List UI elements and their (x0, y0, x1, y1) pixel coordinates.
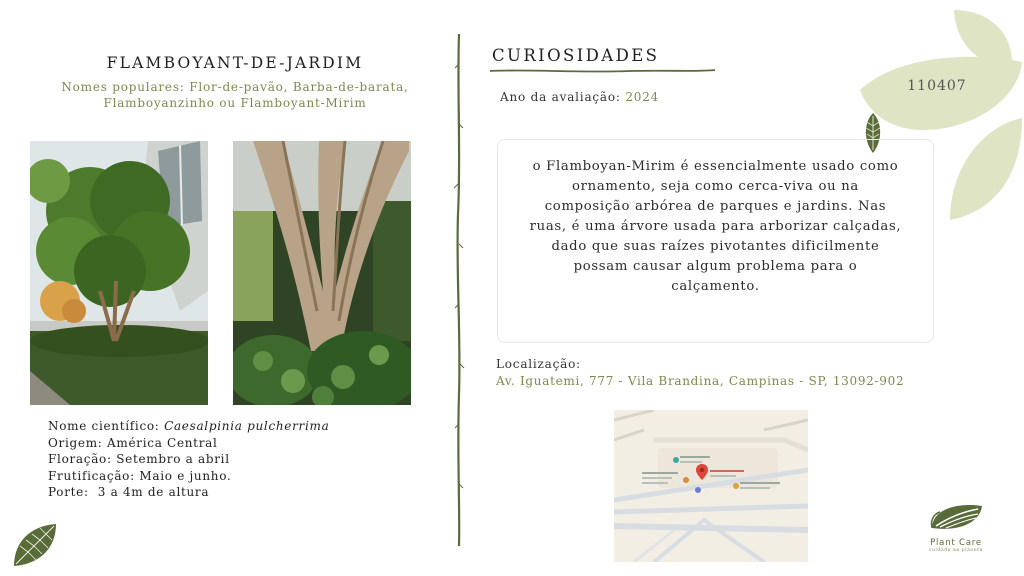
leaf-icon (10, 520, 60, 570)
fact-label: Nome científico: (48, 419, 160, 433)
brand-name: Plant Care (930, 538, 982, 548)
location-map[interactable] (614, 410, 808, 562)
curiosities-title: CURIOSIDADES (492, 46, 660, 65)
evaluation-year (500, 90, 659, 104)
plant-care-logo-mark (926, 500, 986, 534)
fact-flowering (48, 451, 329, 468)
plant-code: 110407 (907, 78, 967, 94)
fact-value: Setembro a abril (116, 452, 230, 466)
plant-photo-trunk (233, 141, 411, 405)
curiosities-line: o Flamboyan-Mirim é essencialmente usado como (532, 159, 899, 174)
curiosities-line: ornamento, seja como cerca-viva ou na (572, 179, 859, 194)
curiosities-text (506, 157, 925, 297)
fact-value: América Central (107, 435, 218, 450)
curiosities-line: calçamento. (671, 279, 760, 294)
curiosities-line: composição arbórea de parques e jardins. Nas (544, 199, 887, 214)
location-label: Localização: (496, 357, 581, 371)
fact-scientific-name (48, 418, 329, 435)
fact-fruiting (48, 468, 329, 485)
location-address: Av. Iguatemi, 777 - Vila Brandina, Campinas - SP, 13092-902 (496, 374, 905, 388)
popular-names-list-2: Flamboyanzinho ou Flamboyant-Mirim (103, 96, 367, 110)
fact-size (48, 484, 329, 501)
curiosities-line: dado que suas raízes pivotantes dificilmente (551, 239, 880, 254)
fact-label: Frutificação: (48, 468, 135, 483)
curiosities-box (497, 139, 934, 343)
fact-label: Origem: (48, 435, 103, 450)
fact-value: 3 a 4m de altura (97, 485, 210, 499)
title-underline (490, 68, 715, 74)
popular-names-label: Nomes populares: (61, 80, 185, 94)
curiosities-line: possam causar algum problema para o (573, 259, 858, 274)
popular-names (40, 79, 430, 111)
fact-label: Floração: (48, 452, 112, 466)
curiosities-line: ruas, é uma árvore usada para arborizar calçadas, (529, 219, 902, 234)
evaluation-value: 2024 (625, 90, 660, 104)
fact-label: Porte: (48, 485, 89, 499)
plant-photo-full (30, 141, 208, 405)
fact-value: Maio e junho. (139, 468, 232, 483)
leaf-decoration-bottom (944, 116, 1024, 224)
fact-origin (48, 435, 329, 452)
plant-care-logo (920, 500, 992, 556)
map-pin-icon (696, 464, 708, 480)
plant-title: FLAMBOYANT-DE-JARDIM (106, 54, 364, 72)
plant-facts (48, 418, 329, 501)
fact-value: Caesalpinia pulcherrima (164, 419, 330, 433)
evaluation-label: Ano da avaliação: (500, 90, 621, 104)
brand-tagline: cuidado ao planeta (929, 548, 983, 553)
popular-names-list: Flor-de-pavão, Barba-de-barata, (189, 80, 409, 94)
vertical-divider (452, 34, 466, 546)
